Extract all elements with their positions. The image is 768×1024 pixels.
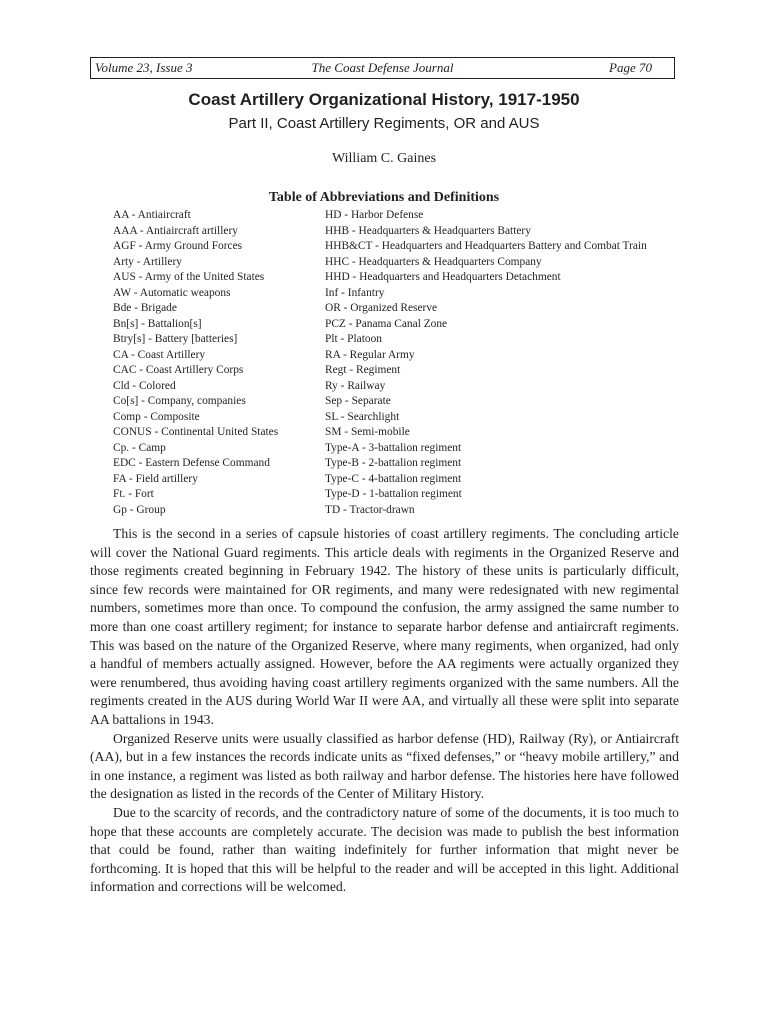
abbreviation-item: Type-D - 1-battalion regiment [325,488,462,500]
abbreviation-item: Inf - Infantry [325,286,385,299]
article-author: William C. Gaines [331,151,437,166]
abbreviation-item: Bn[s] - Battalion[s] [113,317,202,330]
abbreviation-item: FA - Field artillery [113,472,198,485]
abbreviation-item: Btry[s] - Battery [batteries] [113,333,238,345]
abbreviation-item: Type-C - 4-battalion regiment [325,472,462,485]
abbreviation-item: CA - Coast Artillery [113,348,206,361]
body-paragraph: Organized Reserve units were usually classified as harbor defense (HD), Railway (Ry), or Antiaircraft (AA), but in a few instances the records indicate units as “fixed defenses,” or “heavy mobile artillery,” and in one instance, a regiment was listed as both railway and harbor defense. The histories here have followed the designation as listed in the records of the Center of Military History. [90,730,679,802]
abbreviation-item: AAA - Antiaircraft artillery [113,224,238,237]
abbreviation-item: Cp. - Camp [113,441,166,454]
abbreviations-heading: Table of Abbreviations and Definitions [268,190,500,205]
abbreviation-item: Bde - Brigade [113,302,177,314]
article-subtitle: Part II, Coast Artillery Regiments, OR and AUS [228,115,540,132]
abbreviation-item: CAC - Coast Artillery Corps [113,364,244,376]
abbreviation-item: Ry - Railway [325,379,386,392]
abbreviation-item: AGF - Army Ground Forces [113,240,243,252]
abbreviations-right-column [325,208,647,518]
abbreviation-item: Type-B - 2-battalion regiment [325,457,462,469]
abbreviation-item: Type-A - 3-battalion regiment [325,441,462,454]
abbreviation-item: Cld - Colored [113,379,176,392]
article-body [90,525,679,897]
abbreviation-item: Co[s] - Company, companies [113,395,246,407]
abbreviation-item: Ft. - Fort [113,488,154,500]
body-paragraph: Due to the scarcity of records, and the contradictory nature of some of the documents, it is too much to hope that these accounts are completely accurate. The decision was made to publish the best information that could be found, rather than waiting indefinitely for further information that might never be forthcoming. It is hoped that this will be helpful to the reader and will be accepted in this light. Additional information and corrections will be welcomed. [90,804,679,895]
abbreviation-item: SL - Searchlight [325,410,400,423]
page-number: Page 70 [609,60,652,75]
body-paragraph: This is the second in a series of capsule histories of coast artillery regiments. The concluding article will cover the National Guard regiments. This article deals with regiments in the Organized Reserve and those regiments created beginning in February 1942. The history of these units is particularly difficult, since few records were maintained for OR regiments, and many were redesignated with new regimental numbers, sometimes more than once. To compound the confusion, the army assigned the same number to more than one coast artillery regiment; for instance to separate harbor defense and antiaircraft regiments. This was based on the nature of the Organized Reserve, where many regiments, when organized, had only a handful of members actually assigned. However, before the AA regiments were actually organized they were renumbered, thus avoiding having coast artillery regiments organized with the same numbers. All the regiments created in the AUS during World War II were AA, and virtually all these were split into separate AA battalions in 1943. [90,526,679,727]
article-title: Coast Artillery Organizational History, 1917-1950 [188,90,580,109]
abbreviation-item: OR - Organized Reserve [325,302,438,314]
abbreviation-item: TD - Tractor-drawn [325,503,415,516]
abbreviation-item: AW - Automatic weapons [113,286,231,299]
abbreviation-item: PCZ - Panama Canal Zone [325,317,448,330]
abbreviation-item: Sep - Separate [325,395,391,407]
abbreviation-item: HHB - Headquarters & Headquarters Battery [325,224,531,237]
abbreviation-item: AA - Antiaircraft [113,209,191,221]
abbreviation-item: HD - Harbor Defense [325,209,424,221]
abbreviation-item: Comp - Composite [113,410,200,423]
abbreviation-item: Arty - Artillery [113,255,182,268]
journal-name: The Coast Defense Journal [311,60,454,75]
abbreviation-item: RA - Regular Army [325,348,415,361]
abbreviation-item: Regt - Regiment [325,364,401,376]
volume-issue: Volume 23, Issue 3 [95,60,193,75]
abbreviation-item: AUS - Army of the United States [113,271,265,283]
abbreviation-item: CONUS - Continental United States [113,426,279,438]
abbreviation-item: HHD - Headquarters and Headquarters Detachment [325,271,561,283]
abbreviation-item: SM - Semi-mobile [325,426,410,438]
abbreviation-item: HHC - Headquarters & Headquarters Company [325,255,542,268]
abbreviation-item: HHB&CT - Headquarters and Headquarters Battery and Combat Train [325,240,647,252]
running-header [90,57,675,79]
abbreviation-item: Plt - Platoon [325,333,382,345]
abbreviations-left-column [113,208,278,518]
abbreviation-item: Gp - Group [113,503,166,516]
abbreviation-item: EDC - Eastern Defense Command [113,457,270,469]
